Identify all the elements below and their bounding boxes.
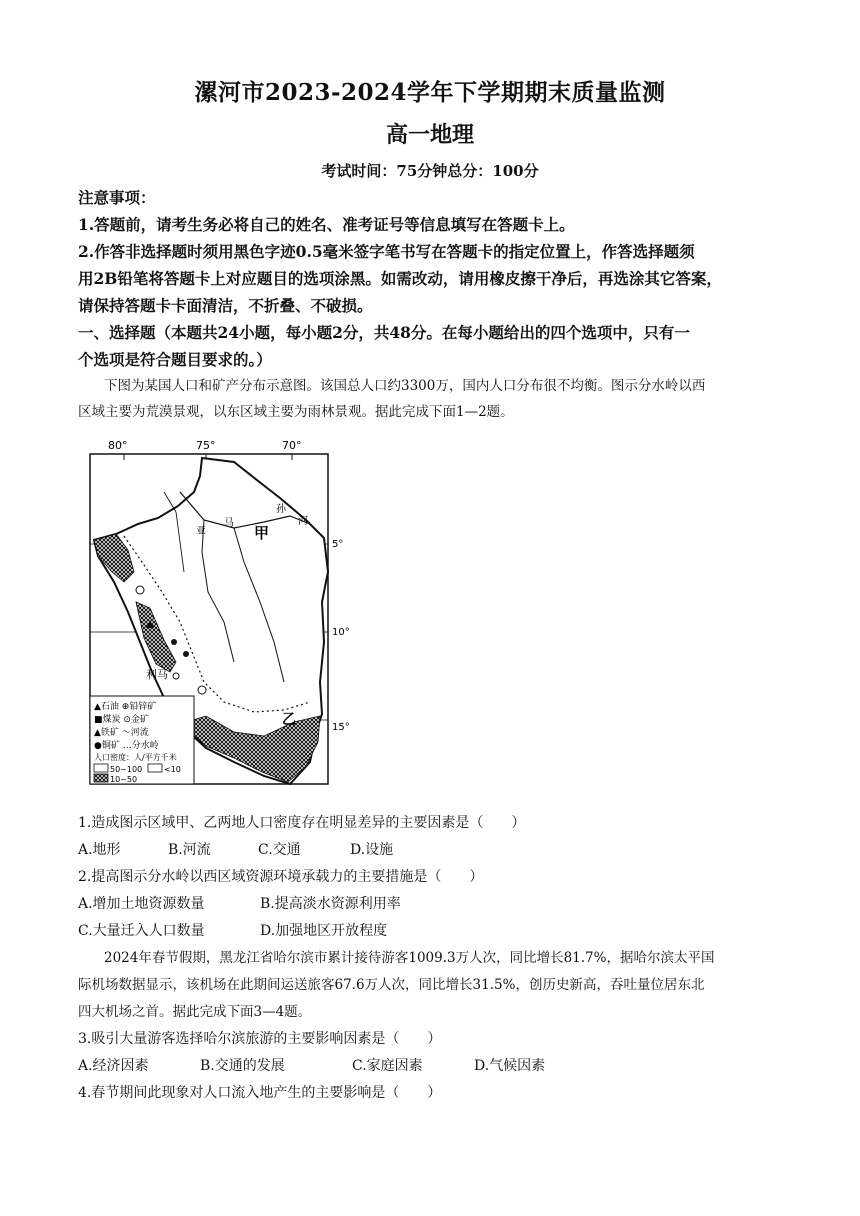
lon-label-75: 75°	[196, 439, 216, 452]
question-3-options	[78, 1053, 798, 1080]
passage-1-line-2: 区域主要为荒漠景观，以东区域主要为雨林景观。据此完成下面1—2题。	[78, 404, 514, 420]
legend-density-3: 10~50	[110, 775, 138, 784]
legend-density-1: 50~100	[110, 765, 143, 774]
q1-option-b: B.河流	[168, 842, 211, 858]
notice-item-1: 1.答题前，请考生务必将自己的姓名、准考证号等信息填写在答题卡上。	[78, 215, 575, 234]
q1-option-a: A.地形	[78, 842, 121, 858]
river-label-he: 河	[298, 516, 308, 527]
lat-label-5: 5°	[332, 539, 344, 550]
q3-option-d: D.气候因素	[474, 1058, 546, 1074]
region-jia-label: 甲	[254, 524, 270, 542]
passage-2-line-2: 际机场数据显示，该机场在此期间运送旅客67.6万人次，同比增长31.5%，创历史新高，吞吐量位居东北	[78, 977, 705, 993]
question-4: 4.春节期间此现象对人口流入地产生的主要影响是（ ）	[78, 1085, 442, 1101]
q1-option-c: C.交通	[258, 842, 301, 858]
legend-density-title: 人口密度：人/平方千米	[94, 753, 177, 762]
lat-label-10: 10°	[332, 627, 350, 638]
passage-1-line-1: 下图为某国人口和矿产分布示意图。该国总人口约3300万，国内人口分布很不均衡。图示分水岭以西	[104, 378, 706, 394]
notice-item-2-line-2: 用2B铅笔将答题卡上对应题目的选项涂黑。如需改动，请用橡皮擦干净后，再选涂其它答案，	[78, 269, 722, 288]
q2-option-b: B.提高淡水资源利用率	[260, 896, 401, 912]
q3-option-c: C.家庭因素	[352, 1058, 423, 1074]
legend-swatch-lt10	[148, 764, 162, 772]
question-2-options-row-1	[78, 891, 798, 918]
legend-swatch-50-100	[94, 764, 108, 772]
mineral-symbol	[198, 686, 206, 694]
river-label-ya: 亚	[196, 526, 206, 537]
lat-label-15: 15°	[332, 722, 350, 733]
legend-row-1: ▲石油 ⊕铅锌矿	[94, 702, 157, 712]
question-1: 1.造成图示区域甲、乙两地人口密度存在明显差异的主要因素是（ ）	[78, 815, 526, 831]
lon-label-70: 70°	[282, 439, 302, 452]
q2-option-d: D.加强地区开放程度	[260, 923, 388, 939]
legend-row-4: ●铜矿 …分水岭	[94, 741, 159, 751]
legend-swatch-10-50	[94, 774, 108, 782]
question-3: 3.吸引大量游客选择哈尔滨旅游的主要影响因素是（ ）	[78, 1031, 442, 1047]
river-label-sun: 孙	[276, 504, 286, 515]
passage-2-line-1: 2024年春节假期，黑龙江省哈尔滨市累计接待游客1009.3万人次，同比增长81.7%，据哈尔滨太平国	[104, 950, 715, 966]
region-yi-label: 乙	[282, 712, 296, 728]
exam-title: 漯河市2023-2024学年下学期期末质量监测	[194, 79, 666, 106]
exam-info: 考试时间：75分钟总分：100分	[321, 162, 539, 180]
question-2: 2.提高图示分水岭以西区域资源环境承载力的主要措施是（ ）	[78, 869, 484, 885]
section-heading-line-1: 一、选择题（本题共24小题，每小题2分，共48分。在每小题给出的四个选项中，只有一	[78, 323, 690, 342]
q1-option-d: D.设施	[350, 842, 394, 858]
q2-option-a: A.增加土地资源数量	[78, 896, 205, 912]
notice-item-2-line-1: 2.作答非选择题时须用黑色字迹0.5毫米签字笔书写在答题卡的指定位置上，作答选择题须	[78, 242, 695, 261]
q3-option-b: B.交通的发展	[200, 1058, 285, 1074]
lon-label-80: 80°	[108, 439, 128, 452]
subject-title: 高一地理	[385, 122, 474, 148]
mineral-symbol	[171, 639, 177, 645]
q2-option-c: C.大量迁入人口数量	[78, 923, 205, 939]
q3-option-a: A.经济因素	[78, 1058, 149, 1074]
legend-row-2: ■煤炭 ⊙金矿	[94, 715, 149, 725]
notice-heading: 注意事项：	[78, 188, 156, 207]
river-label-ma: 马	[224, 518, 234, 529]
passage-2-line-3: 四大机场之首。据此完成下面3—4题。	[78, 1004, 312, 1020]
mineral-symbol	[183, 651, 189, 657]
legend-row-3: ▲铁矿 ～河流	[94, 728, 149, 738]
population-mineral-map	[84, 432, 366, 804]
notice-item-2-line-3: 请保持答题卡卡面清洁，不折叠、不破损。	[78, 296, 373, 315]
city-marker-lima	[173, 673, 179, 679]
mineral-symbol	[136, 586, 144, 594]
city-label-lima: 利马	[146, 668, 168, 681]
question-2-options-row-2	[78, 918, 798, 945]
question-1-options	[78, 837, 798, 864]
section-heading-line-2: 个选项是符合题目要求的。）	[78, 350, 272, 369]
legend-density-2: <10	[164, 765, 181, 774]
